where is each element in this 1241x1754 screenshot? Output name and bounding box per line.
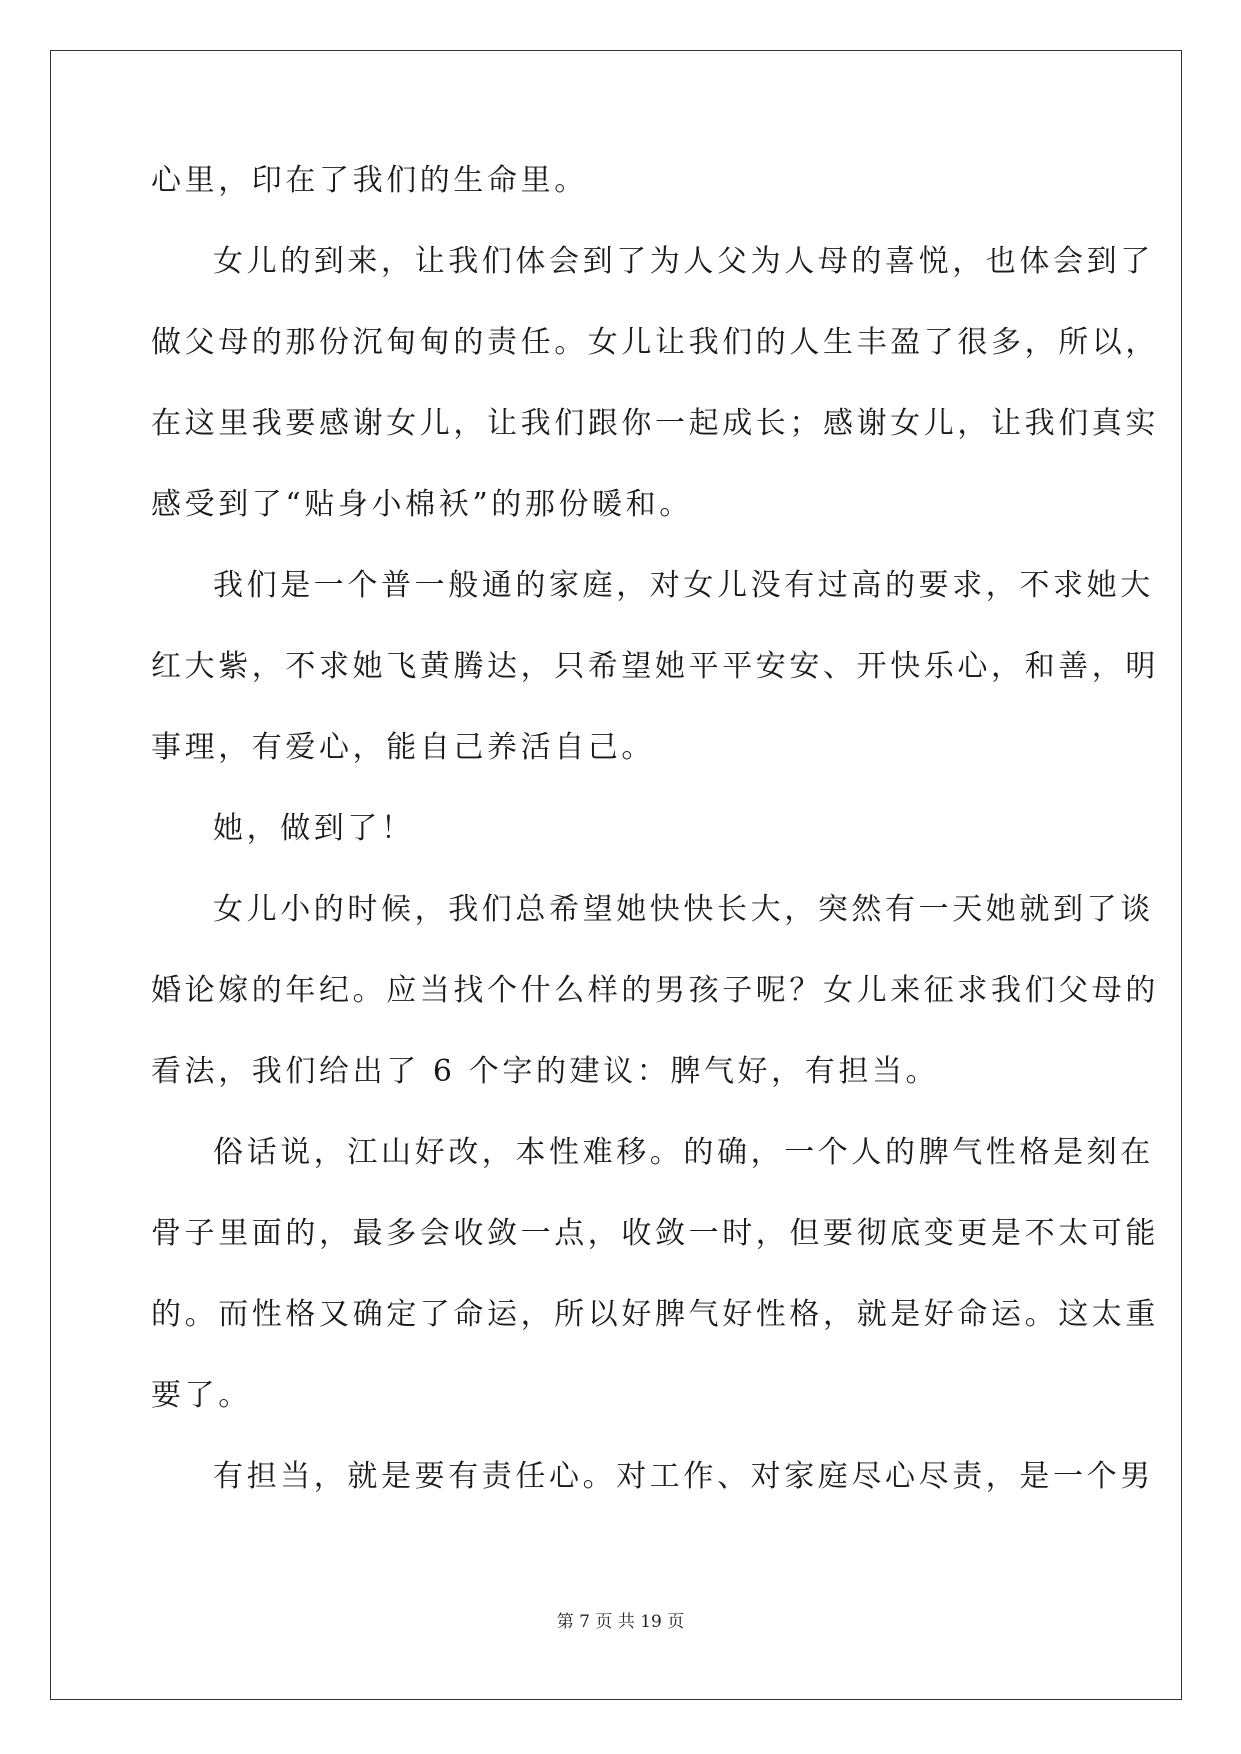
text-line: 看法，我们给出了 6 个字的建议：脾气好，有担当。 xyxy=(151,1054,940,1089)
text-line: 女儿小的时候，我们总希望她快快长大，突然有一天她就到了谈 xyxy=(213,892,1154,927)
text-line: 事理，有爱心，能自己养活自己。 xyxy=(151,730,655,765)
text-line: 我们是一个普一般通的家庭，对女儿没有过高的要求，不求她大 xyxy=(213,568,1154,603)
text-line: 的。而性格又确定了命运，所以好脾气好性格，就是好命运。这太重 xyxy=(151,1297,1159,1332)
text-line: 要了。 xyxy=(151,1378,252,1413)
text-line: 感受到了“贴身小棉袄”的那份暖和。 xyxy=(151,487,693,522)
text-line: 有担当，就是要有责任心。对工作、对家庭尽心尽责，是一个男 xyxy=(213,1459,1154,1494)
text-line: 心里，印在了我们的生命里。 xyxy=(151,163,588,198)
text-line: 做父母的那份沉甸甸的责任。女儿让我们的人生丰盈了很多，所以， xyxy=(151,325,1159,360)
text-line: 红大紫，不求她飞黄腾达，只希望她平平安安、开快乐心，和善，明 xyxy=(151,649,1159,684)
text-line: 俗话说，江山好改，本性难移。的确，一个人的脾气性格是刻在 xyxy=(213,1135,1154,1170)
page-number-footer: 第 7 页 共 19 页 xyxy=(556,1612,685,1632)
text-line: 在这里我要感谢女儿，让我们跟你一起成长；感谢女儿，让我们真实 xyxy=(151,406,1159,441)
text-line: 她，做到了！ xyxy=(213,811,415,846)
text-line: 女儿的到来，让我们体会到了为人父为人母的喜悦，也体会到了 xyxy=(213,244,1154,279)
text-line: 骨子里面的，最多会收敛一点，收敛一时，但要彻底变更是不太可能 xyxy=(151,1216,1159,1251)
text-line: 婚论嫁的年纪。应当找个什么样的男孩子呢？女儿来征求我们父母的 xyxy=(151,973,1159,1008)
document-body xyxy=(151,160,1159,1537)
